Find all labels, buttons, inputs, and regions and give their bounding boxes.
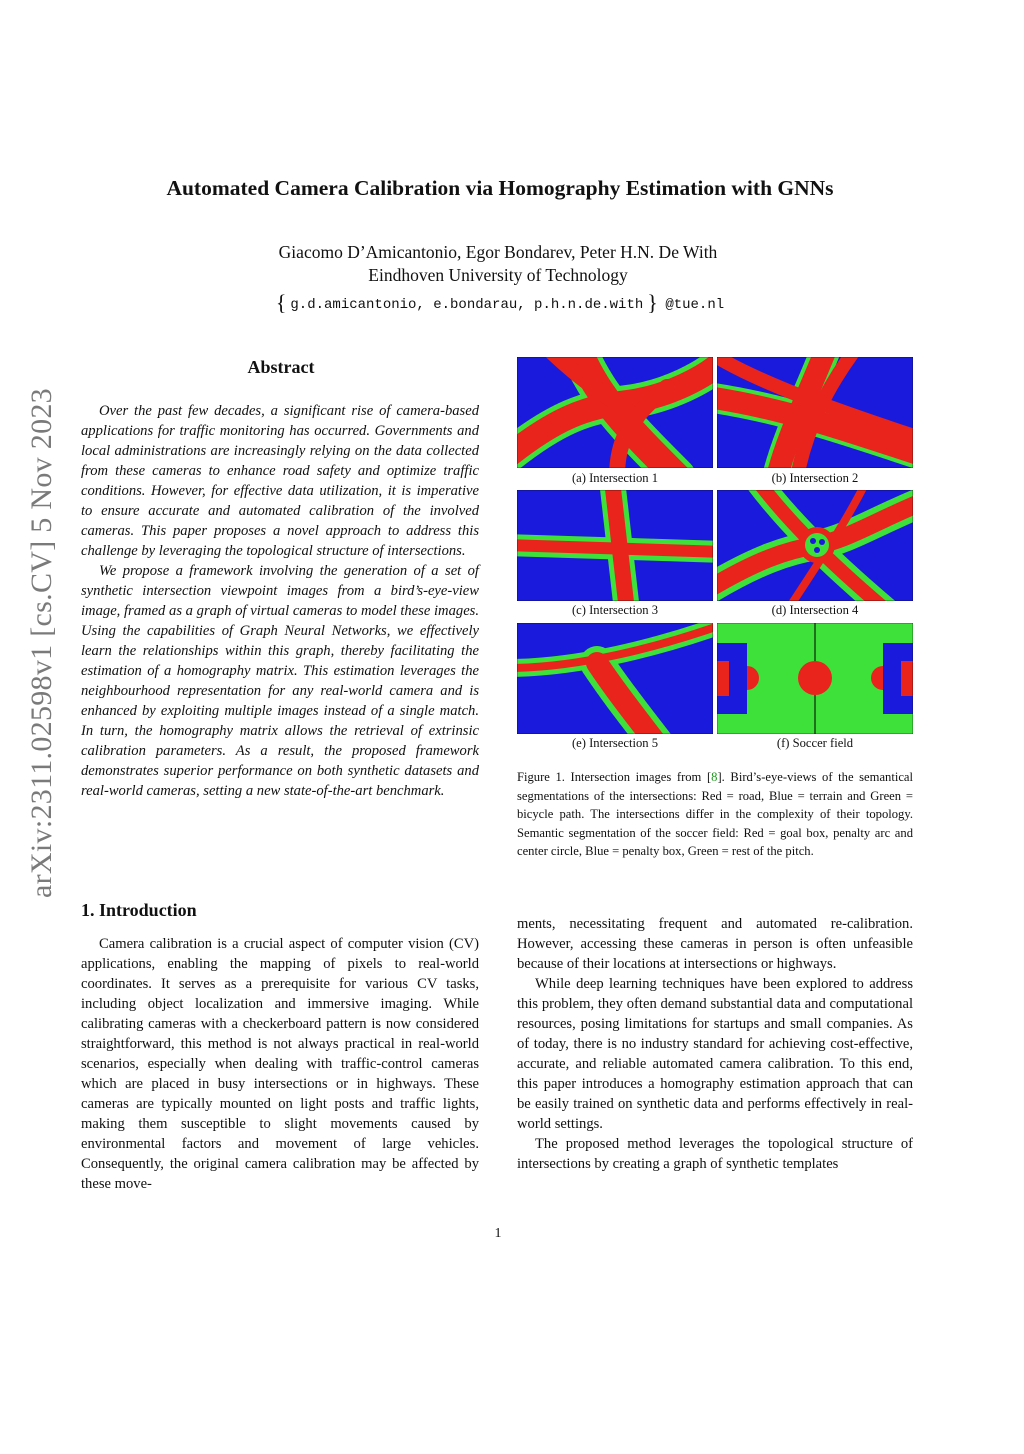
subcaption-d: (d) Intersection 4 [771,603,859,617]
paper-title: Automated Camera Calibration via Homography Estimation with GNNs [166,176,834,200]
page-number: 1 [494,1226,502,1241]
abstract-heading: Abstract [247,357,315,377]
abstract-paragraph-1: Over the past few decades, a significant rise of camera-based applications for traffic monitoring has occurred. Governments and local administrations are increasingly relying on the data collected from these cameras to enhance road safety and optimize traffic conditions. However, for effective data utilization, it is imperative to ensure accurate and automated calibration of the involved cameras. This paper proposes a novel approach to address this challenge by leveraging the topological structure of intersections. [81,403,479,559]
intersection-5-image [517,623,713,734]
author-list: Giacomo D’Amicantonio, Egor Bondarev, Peter H.N. De With [278,242,718,262]
arxiv-stamp [22,355,62,930]
intro-column-left [81,934,479,1194]
subcaption-b: (b) Intersection 2 [771,471,859,485]
caption-citation-link[interactable]: 8 [711,770,718,784]
email-names: g.d.amicantonio, e.bondarau, p.h.n.de.with [290,297,644,313]
soccer-field-image [717,623,913,734]
subcaption-a: (a) Intersection 1 [571,471,659,485]
intersection-4-image [717,490,913,601]
figure-panel-soccer-field [717,623,913,734]
intersection-3-image [517,490,713,601]
abstract-body [81,401,479,801]
brace-close: } [647,290,658,315]
intro-paragraph-1-continued: ments, necessitating frequent and automated re-calibration. However, accessing these cameras in person is often unfeasible because of their locations at intersections or highways. [517,916,913,972]
intersection-1-image [517,357,713,468]
intro-heading: 1. Introduction [81,900,197,920]
figure-panel-intersection-5 [517,623,713,734]
intro-paragraph-1: Camera calibration is a crucial aspect of computer vision (CV) applications, enabling the mapping of pixels to real-world coordinates. It serves as a prerequisite for various CV tasks, including object localization and immersive imaging. While calibrating cameras with a checkerboard pattern is now considered straightforward, this method is not always practical in real-world scenarios, especially when dealing with traffic-control cameras which are placed in busy intersections or in highways. These cameras are typically mounted on light posts and traffic lights, making them susceptible to slight movements caused by environmental factors and movement of large vehicles. Consequently, the original camera calibration may be affected by these move- [81,936,479,1192]
arxiv-id: arXiv:2311.02598v1 [cs.CV] 5 Nov 2023 [25,387,58,898]
intersection-2-image [717,357,913,468]
figure-panel-intersection-2 [717,357,913,468]
brace-open: { [275,290,287,315]
intro-paragraph-2: While deep learning techniques have been explored to address this problem, they often demand substantial data and computational resources, posing limitations for startups and small companies. As of today, there is no industry standard for achieving cost-effective, accurate, and reliable automated camera calibration. To this end, this paper introduces a homography estimation approach that can be easily trained on synthetic data and performs effectively in real-world settings. [517,976,913,1132]
email-domain: @tue.nl [665,297,725,313]
subcaption-c: (c) Intersection 3 [571,603,659,617]
intro-column-right [517,914,913,1174]
subcaption-f: (f) Soccer field [776,736,854,750]
intro-paragraph-3: The proposed method leverages the topological structure of intersections by creating a graph of synthetic templates [517,1136,913,1172]
abstract-paragraph-2: We propose a framework involving the generation of a set of synthetic intersection viewpoint images from a bird’s-eye-view image, framed as a graph of virtual cameras to model these images. Using the capabilities of Graph Neural Networks, we effectively learn the relationships within this graph, thereby facilitating the estimation of a homography matrix. This estimation leverages the neighbourhood representation for any real-world camera and is enhanced by exploiting multiple images instead of a single match. In turn, the homography matrix allows the retrieval of extrinsic calibration parameters. As a result, the proposed framework demonstrates superior performance on both synthetic datasets and real-world cameras, setting a new state-of-the-art benchmark. [81,563,479,799]
figure-panel-intersection-3 [517,490,713,601]
caption-text-end: ]. Bird’s-eye-views of the semantical segmentations of the intersections: Red = road, Blue = terrain and Green = bicycle path. The intersections differ in the complexity of their topology. Semantic segmentation of the soccer field: Red = goal box, penalty arc and center circle, Blue = penalty box, Green = rest of the pitch. [517,770,914,858]
figure-panel-intersection-4 [717,490,913,601]
figure-panel-intersection-1 [517,357,713,468]
subcaption-e: (e) Intersection 5 [571,736,659,750]
caption-text-start: Figure 1. Intersection images from [ [517,770,712,784]
affiliation: Eindhoven University of Technology [368,265,628,285]
author-emails [0,290,996,316]
figure-caption [517,768,913,861]
